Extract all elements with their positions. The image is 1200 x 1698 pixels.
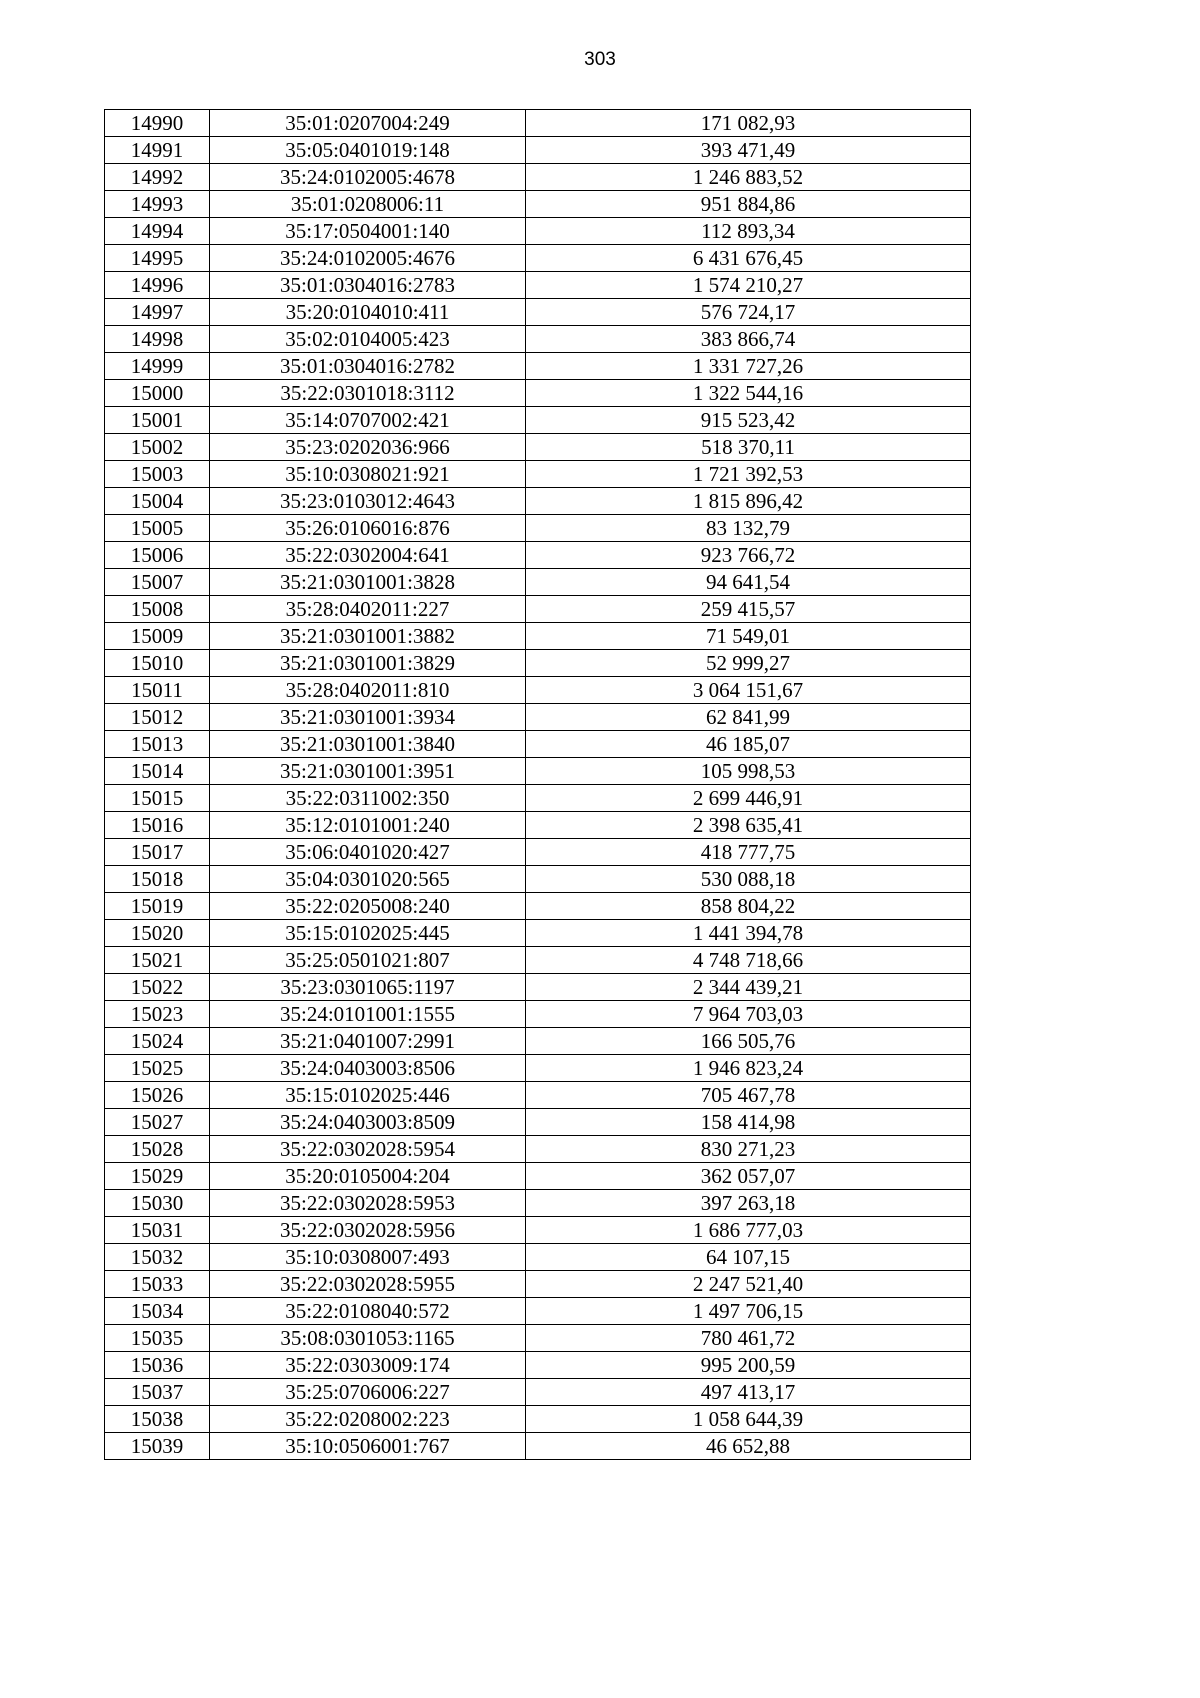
cadastral-value-cell: 1 441 394,78 (526, 920, 971, 947)
cadastral-number-cell: 35:01:0304016:2782 (210, 353, 526, 380)
table-row (105, 1406, 971, 1433)
row-number-cell: 14993 (105, 191, 210, 218)
cadastral-number-cell: 35:22:0311002:350 (210, 785, 526, 812)
table-row (105, 893, 971, 920)
cadastral-number-cell: 35:17:0504001:140 (210, 218, 526, 245)
row-number-cell: 15003 (105, 461, 210, 488)
cadastral-value-cell: 1 721 392,53 (526, 461, 971, 488)
cadastral-value-cell: 166 505,76 (526, 1028, 971, 1055)
row-number-cell: 15021 (105, 947, 210, 974)
cadastral-value-cell: 418 777,75 (526, 839, 971, 866)
row-number-cell: 15011 (105, 677, 210, 704)
row-number-cell: 15000 (105, 380, 210, 407)
cadastral-value-cell: 915 523,42 (526, 407, 971, 434)
table-row (105, 164, 971, 191)
table-row (105, 542, 971, 569)
row-number-cell: 14990 (105, 110, 210, 137)
row-number-cell: 15024 (105, 1028, 210, 1055)
cadastral-value-cell: 7 964 703,03 (526, 1001, 971, 1028)
row-number-cell: 15033 (105, 1271, 210, 1298)
cadastral-number-cell: 35:20:0104010:411 (210, 299, 526, 326)
table-row (105, 569, 971, 596)
table-row (105, 1109, 971, 1136)
table-row (105, 866, 971, 893)
cadastral-number-cell: 35:21:0301001:3934 (210, 704, 526, 731)
cadastral-value-cell: 71 549,01 (526, 623, 971, 650)
cadastral-number-cell: 35:22:0302028:5956 (210, 1217, 526, 1244)
cadastral-number-cell: 35:08:0301053:1165 (210, 1325, 526, 1352)
cadastral-number-cell: 35:14:0707002:421 (210, 407, 526, 434)
table-row (105, 218, 971, 245)
cadastral-value-cell: 705 467,78 (526, 1082, 971, 1109)
row-number-cell: 15020 (105, 920, 210, 947)
row-number-cell: 15004 (105, 488, 210, 515)
table-row (105, 488, 971, 515)
cadastral-value-cell: 1 686 777,03 (526, 1217, 971, 1244)
table-row (105, 704, 971, 731)
cadastral-value-cell: 1 331 727,26 (526, 353, 971, 380)
cadastral-value-cell: 94 641,54 (526, 569, 971, 596)
table-row (105, 839, 971, 866)
table-row (105, 1082, 971, 1109)
table-row (105, 515, 971, 542)
cadastral-value-cell: 1 497 706,15 (526, 1298, 971, 1325)
cadastral-value-cell: 1 246 883,52 (526, 164, 971, 191)
table-row (105, 758, 971, 785)
row-number-cell: 15025 (105, 1055, 210, 1082)
cadastral-value-cell: 1 946 823,24 (526, 1055, 971, 1082)
cadastral-value-cell: 518 370,11 (526, 434, 971, 461)
cadastral-number-cell: 35:21:0401007:2991 (210, 1028, 526, 1055)
cadastral-number-cell: 35:10:0308007:493 (210, 1244, 526, 1271)
cadastral-value-cell: 46 652,88 (526, 1433, 971, 1460)
table-row (105, 812, 971, 839)
row-number-cell: 15012 (105, 704, 210, 731)
cadastral-value-cell: 1 574 210,27 (526, 272, 971, 299)
row-number-cell: 15015 (105, 785, 210, 812)
cadastral-value-cell: 62 841,99 (526, 704, 971, 731)
cadastral-value-table (104, 109, 971, 1460)
table-row (105, 407, 971, 434)
row-number-cell: 15034 (105, 1298, 210, 1325)
table-row (105, 920, 971, 947)
table-row (105, 1244, 971, 1271)
cadastral-value-cell: 4 748 718,66 (526, 947, 971, 974)
row-number-cell: 15038 (105, 1406, 210, 1433)
cadastral-number-cell: 35:23:0103012:4643 (210, 488, 526, 515)
cadastral-value-cell: 995 200,59 (526, 1352, 971, 1379)
cadastral-value-cell: 6 431 676,45 (526, 245, 971, 272)
row-number-cell: 15026 (105, 1082, 210, 1109)
cadastral-number-cell: 35:06:0401020:427 (210, 839, 526, 866)
cadastral-number-cell: 35:22:0303009:174 (210, 1352, 526, 1379)
table-row (105, 1163, 971, 1190)
cadastral-value-cell: 383 866,74 (526, 326, 971, 353)
cadastral-value-cell: 158 414,98 (526, 1109, 971, 1136)
cadastral-number-cell: 35:24:0403003:8506 (210, 1055, 526, 1082)
cadastral-value-cell: 951 884,86 (526, 191, 971, 218)
cadastral-value-cell: 64 107,15 (526, 1244, 971, 1271)
cadastral-value-cell: 923 766,72 (526, 542, 971, 569)
table-row (105, 1325, 971, 1352)
cadastral-number-cell: 35:05:0401019:148 (210, 137, 526, 164)
cadastral-number-cell: 35:22:0208002:223 (210, 1406, 526, 1433)
row-number-cell: 14999 (105, 353, 210, 380)
cadastral-value-cell: 52 999,27 (526, 650, 971, 677)
cadastral-number-cell: 35:28:0402011:227 (210, 596, 526, 623)
cadastral-number-cell: 35:24:0101001:1555 (210, 1001, 526, 1028)
table-row (105, 677, 971, 704)
cadastral-value-cell: 576 724,17 (526, 299, 971, 326)
cadastral-number-cell: 35:01:0304016:2783 (210, 272, 526, 299)
row-number-cell: 14992 (105, 164, 210, 191)
cadastral-number-cell: 35:22:0301018:3112 (210, 380, 526, 407)
cadastral-number-cell: 35:24:0102005:4676 (210, 245, 526, 272)
table-row (105, 110, 971, 137)
cadastral-number-cell: 35:23:0202036:966 (210, 434, 526, 461)
cadastral-value-cell: 46 185,07 (526, 731, 971, 758)
table-row (105, 191, 971, 218)
row-number-cell: 15009 (105, 623, 210, 650)
row-number-cell: 15037 (105, 1379, 210, 1406)
cadastral-number-cell: 35:23:0301065:1197 (210, 974, 526, 1001)
row-number-cell: 14996 (105, 272, 210, 299)
row-number-cell: 15002 (105, 434, 210, 461)
row-number-cell: 15008 (105, 596, 210, 623)
table-row (105, 1433, 971, 1460)
cadastral-value-cell: 858 804,22 (526, 893, 971, 920)
cadastral-number-cell: 35:22:0108040:572 (210, 1298, 526, 1325)
row-number-cell: 15030 (105, 1190, 210, 1217)
cadastral-number-cell: 35:21:0301001:3951 (210, 758, 526, 785)
row-number-cell: 15005 (105, 515, 210, 542)
cadastral-number-cell: 35:12:0101001:240 (210, 812, 526, 839)
table-row (105, 1298, 971, 1325)
table-row (105, 650, 971, 677)
cadastral-number-cell: 35:25:0706006:227 (210, 1379, 526, 1406)
row-number-cell: 15006 (105, 542, 210, 569)
cadastral-number-cell: 35:26:0106016:876 (210, 515, 526, 542)
table-row (105, 353, 971, 380)
cadastral-number-cell: 35:21:0301001:3840 (210, 731, 526, 758)
table-row (105, 326, 971, 353)
cadastral-value-cell: 780 461,72 (526, 1325, 971, 1352)
row-number-cell: 15017 (105, 839, 210, 866)
page-number: 303 (584, 49, 616, 70)
table-row (105, 1001, 971, 1028)
row-number-cell: 15023 (105, 1001, 210, 1028)
cadastral-number-cell: 35:22:0302028:5954 (210, 1136, 526, 1163)
table-row (105, 1136, 971, 1163)
table-row (105, 1217, 971, 1244)
cadastral-number-cell: 35:02:0104005:423 (210, 326, 526, 353)
table-row (105, 785, 971, 812)
cadastral-number-cell: 35:20:0105004:204 (210, 1163, 526, 1190)
cadastral-number-cell: 35:24:0102005:4678 (210, 164, 526, 191)
cadastral-value-cell: 1 058 644,39 (526, 1406, 971, 1433)
row-number-cell: 15029 (105, 1163, 210, 1190)
cadastral-number-cell: 35:25:0501021:807 (210, 947, 526, 974)
cadastral-number-cell: 35:10:0308021:921 (210, 461, 526, 488)
cadastral-value-cell: 1 322 544,16 (526, 380, 971, 407)
row-number-cell: 15018 (105, 866, 210, 893)
cadastral-value-cell: 2 344 439,21 (526, 974, 971, 1001)
row-number-cell: 15007 (105, 569, 210, 596)
cadastral-number-cell: 35:24:0403003:8509 (210, 1109, 526, 1136)
table-row (105, 623, 971, 650)
cadastral-value-cell: 259 415,57 (526, 596, 971, 623)
table-row (105, 1055, 971, 1082)
row-number-cell: 15039 (105, 1433, 210, 1460)
row-number-cell: 15014 (105, 758, 210, 785)
row-number-cell: 15027 (105, 1109, 210, 1136)
table-row (105, 1190, 971, 1217)
row-number-cell: 15036 (105, 1352, 210, 1379)
row-number-cell: 15016 (105, 812, 210, 839)
row-number-cell: 15001 (105, 407, 210, 434)
cadastral-number-cell: 35:10:0506001:767 (210, 1433, 526, 1460)
cadastral-value-cell: 393 471,49 (526, 137, 971, 164)
table-row (105, 461, 971, 488)
table-row (105, 137, 971, 164)
cadastral-value-cell: 2 699 446,91 (526, 785, 971, 812)
cadastral-value-cell: 3 064 151,67 (526, 677, 971, 704)
cadastral-number-cell: 35:21:0301001:3828 (210, 569, 526, 596)
cadastral-value-cell: 105 998,53 (526, 758, 971, 785)
cadastral-number-cell: 35:15:0102025:446 (210, 1082, 526, 1109)
row-number-cell: 15013 (105, 731, 210, 758)
table-row (105, 731, 971, 758)
cadastral-value-cell: 83 132,79 (526, 515, 971, 542)
cadastral-value-cell: 397 263,18 (526, 1190, 971, 1217)
cadastral-value-cell: 1 815 896,42 (526, 488, 971, 515)
row-number-cell: 15022 (105, 974, 210, 1001)
row-number-cell: 15010 (105, 650, 210, 677)
table-row (105, 1028, 971, 1055)
cadastral-number-cell: 35:22:0302028:5955 (210, 1271, 526, 1298)
cadastral-number-cell: 35:01:0207004:249 (210, 110, 526, 137)
table-row (105, 380, 971, 407)
cadastral-number-cell: 35:22:0302004:641 (210, 542, 526, 569)
cadastral-number-cell: 35:22:0302028:5953 (210, 1190, 526, 1217)
cadastral-number-cell: 35:22:0205008:240 (210, 893, 526, 920)
row-number-cell: 14991 (105, 137, 210, 164)
row-number-cell: 14997 (105, 299, 210, 326)
cadastral-number-cell: 35:04:0301020:565 (210, 866, 526, 893)
table-row (105, 245, 971, 272)
table-body (105, 110, 971, 1460)
table-row (105, 434, 971, 461)
row-number-cell: 14998 (105, 326, 210, 353)
cadastral-value-cell: 2 398 635,41 (526, 812, 971, 839)
cadastral-number-cell: 35:21:0301001:3829 (210, 650, 526, 677)
cadastral-value-cell: 497 413,17 (526, 1379, 971, 1406)
table-row (105, 272, 971, 299)
table-row (105, 974, 971, 1001)
cadastral-value-cell: 530 088,18 (526, 866, 971, 893)
cadastral-number-cell: 35:21:0301001:3882 (210, 623, 526, 650)
cadastral-value-cell: 362 057,07 (526, 1163, 971, 1190)
row-number-cell: 14994 (105, 218, 210, 245)
cadastral-value-cell: 171 082,93 (526, 110, 971, 137)
cadastral-number-cell: 35:01:0208006:11 (210, 191, 526, 218)
row-number-cell: 15019 (105, 893, 210, 920)
row-number-cell: 14995 (105, 245, 210, 272)
row-number-cell: 15031 (105, 1217, 210, 1244)
table-row (105, 596, 971, 623)
row-number-cell: 15035 (105, 1325, 210, 1352)
row-number-cell: 15032 (105, 1244, 210, 1271)
table-row (105, 1379, 971, 1406)
table-row (105, 1271, 971, 1298)
cadastral-number-cell: 35:15:0102025:445 (210, 920, 526, 947)
cadastral-value-cell: 2 247 521,40 (526, 1271, 971, 1298)
cadastral-value-cell: 830 271,23 (526, 1136, 971, 1163)
table-row (105, 947, 971, 974)
cadastral-value-cell: 112 893,34 (526, 218, 971, 245)
cadastral-number-cell: 35:28:0402011:810 (210, 677, 526, 704)
row-number-cell: 15028 (105, 1136, 210, 1163)
table-row (105, 1352, 971, 1379)
table-row (105, 299, 971, 326)
